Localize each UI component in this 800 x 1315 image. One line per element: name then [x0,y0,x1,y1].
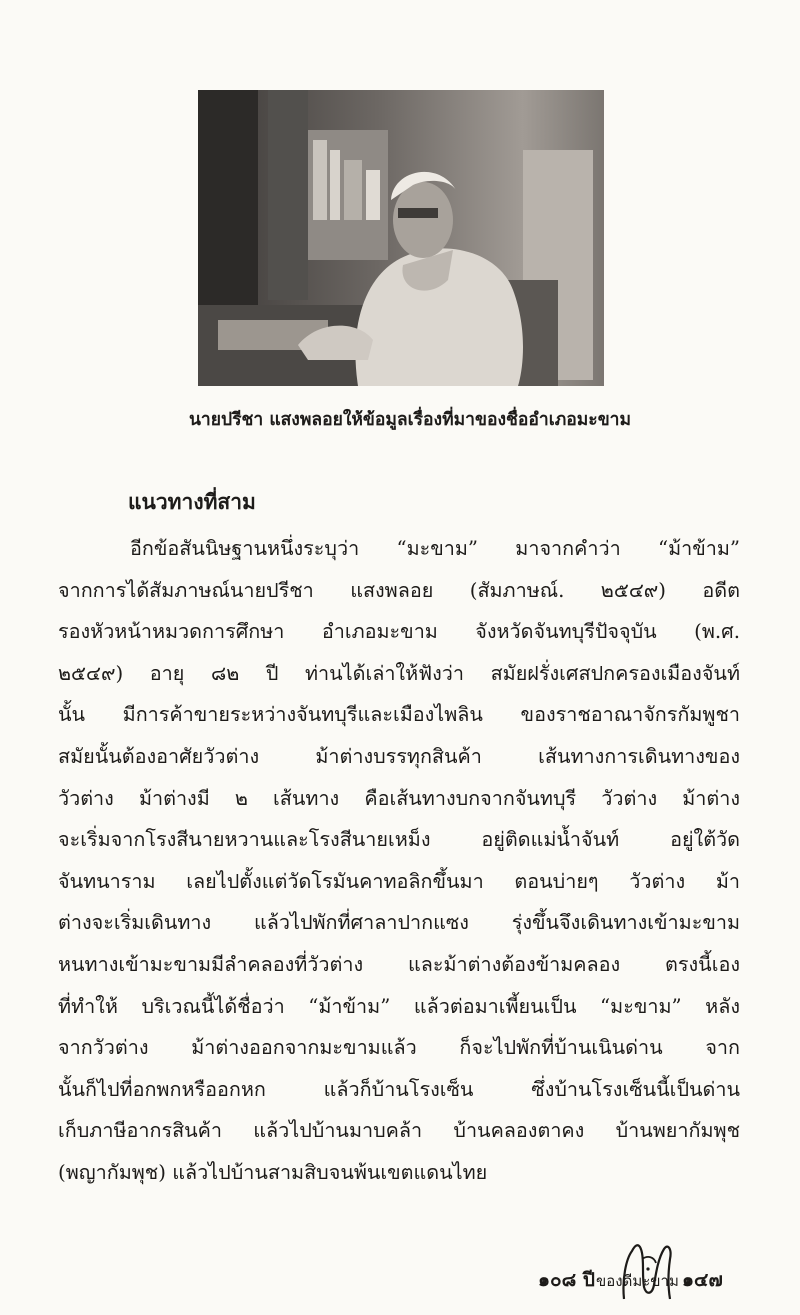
footer-book-title: ของดีมะขาม [596,1272,679,1290]
paragraph-line: อีกข้อสันนิษฐานหนึ่งระบุว่า “มะขาม” มาจากคำว่า “ม้าข้าม” [130,537,740,560]
footer-years: ๑๐๘ ปี [538,1269,595,1291]
paragraph-line: จันทนาราม เลยไปตั้งแต่วัดโรมันคาทอลิกขึ้นมา ตอนบ่ายๆ วัวต่าง ม้า [58,869,740,893]
paragraph-line: ต่างจะเริ่มเดินทาง แล้วไปพักที่ศาลาปากแซง รุ่งขึ้นจึงเดินทางเข้ามะขาม [58,911,740,935]
paragraph-line: จากวัวต่าง ม้าต่างออกจากมะขามแล้ว ก็จะไปพักที่บ้านเนินด่าน จาก [58,1036,740,1060]
paragraph-line: ๒๕๔๙) อายุ ๘๒ ปี ท่านได้เล่าให้ฟังว่า สมัยฝรั่งเศสปกครองเมืองจันท์ [58,661,740,685]
portrait-photo [198,90,604,386]
paragraph-line: ที่ทำให้ บริเวณนี้ได้ชื่อว่า “ม้าข้าม” แล้วต่อมาเพี้ยนเป็น “มะขาม” หลัง [58,994,740,1018]
paragraph-line: นั้นก็ไปที่อกพกหรืออกหก แล้วก็บ้านโรงเซ็น ซึ่งบ้านโรงเซ็นนี้เป็นด่าน [58,1077,740,1101]
section-heading: แนวทางที่สาม [128,490,256,514]
paragraph-line: นั้น มีการค้าขายระหว่างจันทบุรีและเมืองไพลิน ของราชอาณาจักรกัมพูชา [58,703,740,727]
paragraph-line: รองหัวหน้าหมวดการศึกษา อำเภอมะขาม จังหวัดจันทบุรีปัจจุบัน (พ.ศ. [58,620,740,644]
paragraph-line: วัวต่าง ม้าต่างมี ๒ เส้นทาง คือเส้นทางบกจากจันทบุรี วัวต่าง ม้าต่าง [58,786,740,810]
body-paragraph [58,528,740,1194]
paragraph-line: สมัยนั้นต้องอาศัยวัวต่าง ม้าต่างบรรทุกสินค้า เส้นทางการเดินทางของ [58,744,740,768]
paragraph-line: จากการได้สัมภาษณ์นายปรีชา แสงพลอย (สัมภาษณ์. ๒๕๔๙) อดีต [58,578,740,602]
elephant-logo-icon [618,1229,674,1301]
paragraph-line: (พญากัมพุช) แล้วไปบ้านสามสิบจนพ้นเขตแดนไทย [58,1160,488,1184]
paragraph-line: จะเริ่มจากโรงสีนายหวานและโรงสีนายเหม็ง อยู่ติดแม่น้ำจันท์ อยู่ใต้วัด [58,828,740,852]
page-footer [478,1263,778,1303]
paragraph-line: หนทางเข้ามะขามมีลำคลองที่วัวต่าง และม้าต่างต้องข้ามคลอง ตรงนี้เอง [58,952,740,976]
page-number: ๑๔๗ [682,1269,723,1291]
photo-caption: นายปรีชา แสงพลอยให้ข้อมูลเรื่องที่มาของชื่ออำเภอมะขาม [188,410,632,430]
paragraph-line: เก็บภาษีอากรสินค้า แล้วไปบ้านมาบคล้า บ้านคลองตาคง บ้านพยากัมพุช [58,1119,740,1143]
